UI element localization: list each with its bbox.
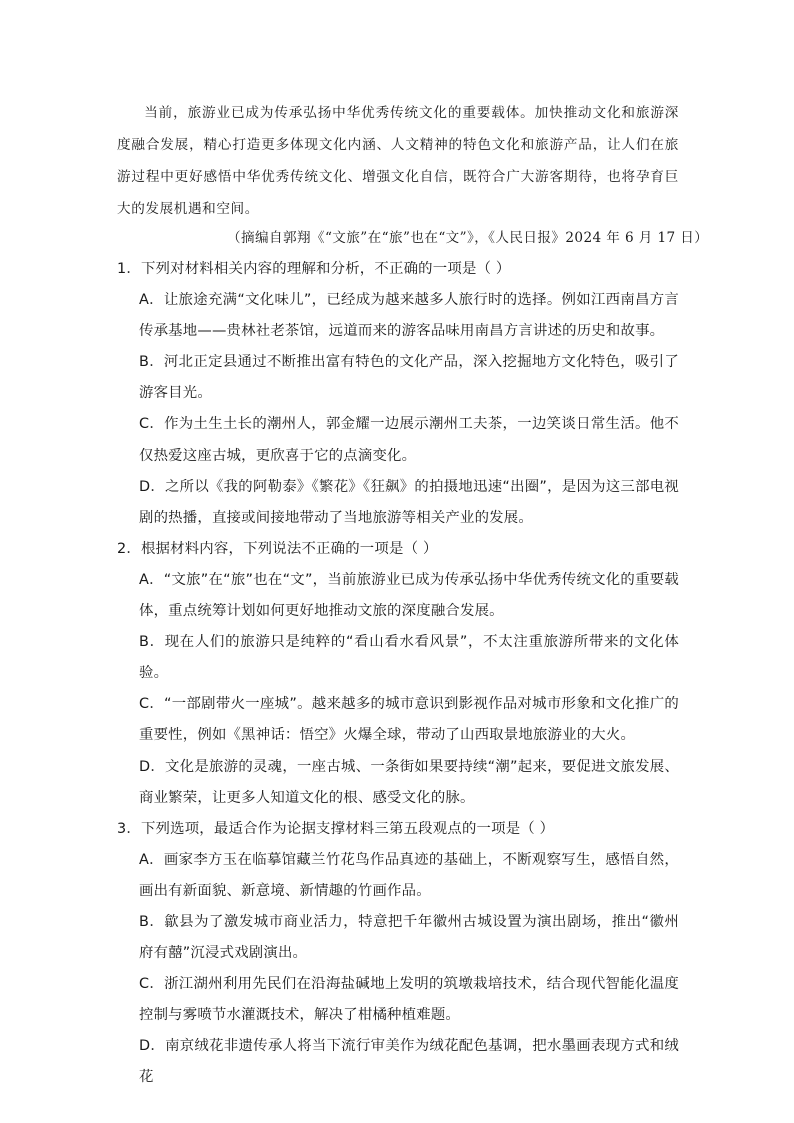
option-c: C．浙江湖州利用先民们在沿海盐碱地上发明的筑墩栽培技术，结合现代智能化温度控制与雾喷节水灌溉技术，解决了柑橘种植难题。 bbox=[139, 976, 679, 1024]
option-b: B．现在人们的旅游只是纯粹的“看山看水看风景”，不太注重旅游所带来的文化体验。 bbox=[139, 634, 679, 682]
option-c: C．作为土生土长的潮州人，郭金耀一边展示潮州工夫茶，一边笑谈日常生活。他不仅热爱这座古城，更欣喜于它的点滴变化。 bbox=[139, 416, 679, 464]
passage-paragraph: 当前，旅游业已成为传承弘扬中华优秀传统文化的重要载体。加快推动文化和旅游深度融合发展，精心打造更多体现文化内涵、人文精神的特色文化和旅游产品，让人们在旅游过程中更好感悟中华优秀传统文化、增强文化自信，既符合广大游客期待，也将孕育巨大的发展机遇和空间。 bbox=[117, 105, 679, 217]
option-c: C．“一部剧带火一座城”。越来越多的城市意识到影视作品对城市形象和文化推广的重要性，例如《黑神话：悟空》火爆全球，带动了山西取景地旅游业的大火。 bbox=[139, 696, 679, 744]
question-stem: 2．根据材料内容，下列说法不正确的一项是（ ） bbox=[117, 540, 438, 557]
question-3 bbox=[117, 814, 679, 1094]
question-stem: 1．下列对材料相关内容的理解和分析，不正确的一项是（ ） bbox=[117, 261, 511, 277]
question-2 bbox=[117, 534, 679, 814]
option-a: A．“文旅”在“旅”也在“文”，当前旅游业已成为传承弘扬中华优秀传统文化的重要载体，重点统筹计划如何更好地推动文旅的深度融合发展。 bbox=[139, 571, 679, 620]
passage-source: （摘编自郭翔《“文旅”在“旅”也在“文”》，《人民日报》2024 年 6 月 17 日） bbox=[227, 230, 709, 246]
question-stem: 3．下列选项，最适合作为论据支撑材料三第五段观点的一项是（ ） bbox=[117, 820, 555, 837]
passage-excerpt bbox=[117, 97, 679, 225]
option-a: A．让旅途充满“文化味儿”，已经成为越来越多人旅行时的选择。例如江西南昌方言传承基地——贵林社老茶馆，远道而来的游客品味用南昌方言讲述的历史和故事。 bbox=[139, 292, 679, 340]
question-1 bbox=[117, 254, 679, 534]
option-b: B．歙县为了激发城市商业活力，特意把千年徽州古城设置为演出剧场，推出“徽州府有囍”沉浸式戏剧演出。 bbox=[139, 913, 679, 962]
option-d: D．文化是旅游的灵魂，一座古城、一条街如果要持续“潮”起来，要促进文旅发展、商业繁荣，让更多人知道文化的根、感受文化的脉。 bbox=[139, 758, 679, 806]
option-b: B．河北正定县通过不断推出富有特色的文化产品，深入挖掘地方文化特色，吸引了游客目光。 bbox=[139, 354, 679, 402]
option-d: D．之所以《我的阿勒泰》《繁花》《狂飙》的拍摄地迅速“出圈”，是因为这三部电视剧的热播，直接或间接地带动了当地旅游等相关产业的发展。 bbox=[139, 478, 679, 526]
option-d: D．南京绒花非遗传承人将当下流行审美作为绒花配色基调，把水墨画表现方式和绒花 bbox=[139, 1038, 679, 1086]
option-a: A．画家李方玉在临摹馆藏兰竹花鸟作品真迹的基础上，不断观察写生，感悟自然，画出有新面貌、新意境、新情趣的竹画作品。 bbox=[139, 851, 679, 899]
question-list bbox=[117, 254, 679, 1094]
